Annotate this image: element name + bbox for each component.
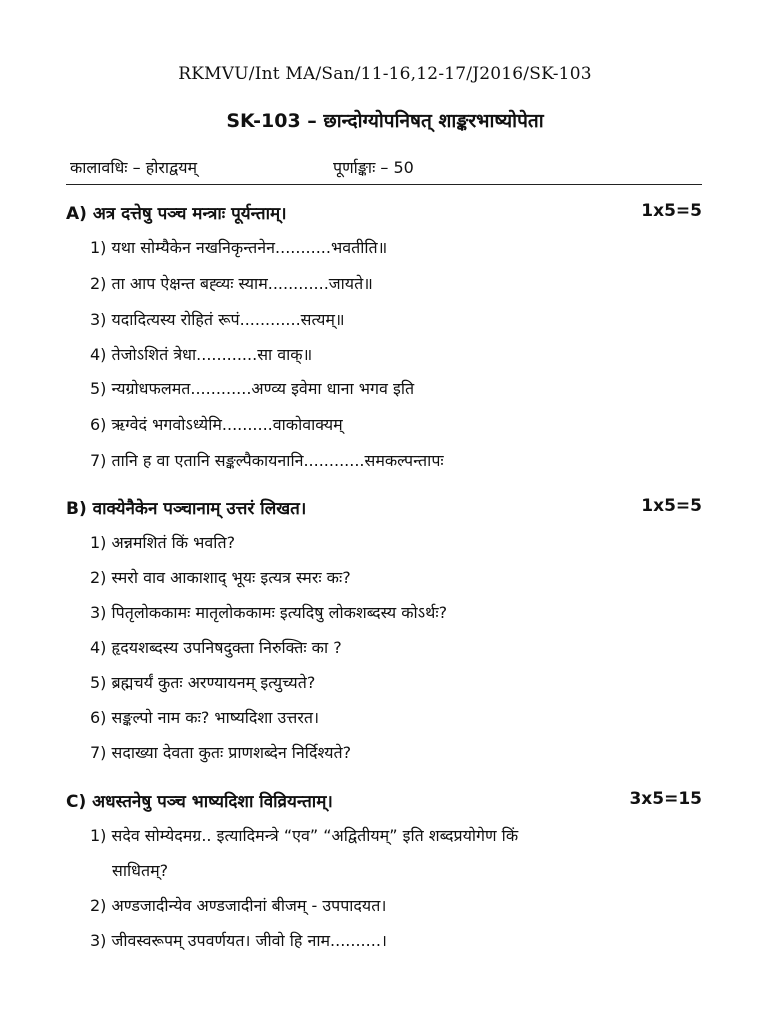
question-item: 5) न्यग्रोधफलमत............अण्व्य इवेमा धाना भगव इति	[90, 379, 415, 398]
question-item: 6) सङ्कल्पो नाम कः? भाष्यदिशा उत्तरत।	[90, 708, 320, 727]
question-item: 2) स्मरो वाव आकाशाद् भूयः इत्यत्र स्मरः कः?	[90, 568, 351, 587]
paper-code: RKMVU/Int MA/San/11-16,12-17/J2016/SK-103	[178, 64, 592, 84]
question-item: 4) हृदयशब्दस्य उपनिषदुक्ता निरुक्तिः का ?	[90, 638, 342, 657]
question-item: 5) ब्रह्मचर्यं कुतः अरण्यायनम् इत्युच्यते?	[90, 673, 316, 692]
section-heading-text: C) अधस्तनेषु पञ्च भाष्यदिशा विव्रियन्ताम्।	[66, 792, 333, 812]
section-marks: 1x5=5	[641, 201, 702, 221]
question-item: 2) ता आप ऐक्षन्त बह्व्यः स्याम............जायते॥	[90, 274, 373, 293]
question-item: 3) पितृलोककामः मातृलोककामः इत्यदिषु लोकशब्दस्य कोऽर्थः?	[90, 603, 448, 622]
question-item: 7) सदाख्या देवता कुतः प्राणशब्देन निर्दिश्यते?	[90, 743, 352, 762]
section-marks: 3x5=15	[629, 789, 702, 809]
section-marks: 1x5=5	[641, 496, 702, 516]
full-marks-label: पूर्णाङ्काः – 50	[333, 158, 414, 177]
question-item: 3) जीवस्वरूपम् उपवर्णयत। जीवो हि नाम..........।	[90, 931, 387, 950]
question-item: 4) तेजोऽशितं त्रेधा............सा वाक्॥	[90, 345, 313, 364]
question-item: 1) अन्नमशितं किं भवति?	[90, 533, 236, 552]
question-item: 1) यथा सोम्यैकेन नखनिकृन्तनेन...........भवतीति॥	[90, 238, 388, 257]
question-item: 1) सदेव सोम्येदमग्र.. इत्यादिमन्त्रे “एव” “अद्वितीयम्” इति शब्दप्रयोगेण किं	[90, 826, 519, 845]
question-item: 7) तानि ह वा एतानि सङ्कल्पैकायनानि............समकल्पन्तापः	[90, 451, 444, 470]
question-item: 6) ऋग्वेदं भगवोऽध्येमि..........वाकोवाक्यम्	[90, 415, 343, 434]
section-heading-text: B) वाक्येनैकेन पञ्चानाम् उत्तरं लिखत।	[66, 499, 307, 519]
header-divider	[66, 184, 702, 185]
duration-label: कालावधिः – होराद्वयम्	[70, 158, 198, 177]
section-heading-text: A) अत्र दत्तेषु पञ्च मन्त्राः पूर्यन्ताम्।	[66, 204, 287, 224]
question-continuation: साधितम्?	[112, 861, 169, 880]
question-item: 2) अण्डजादीन्येव अण्डजादीनां बीजम् - उपपादयत।	[90, 896, 387, 915]
paper-title: SK-103 – छान्दोग्योपनिषत् शाङ्करभाष्योपेता	[226, 110, 544, 132]
question-item: 3) यदादित्यस्य रोहितं रूपं............सत्यम्॥	[90, 310, 345, 329]
